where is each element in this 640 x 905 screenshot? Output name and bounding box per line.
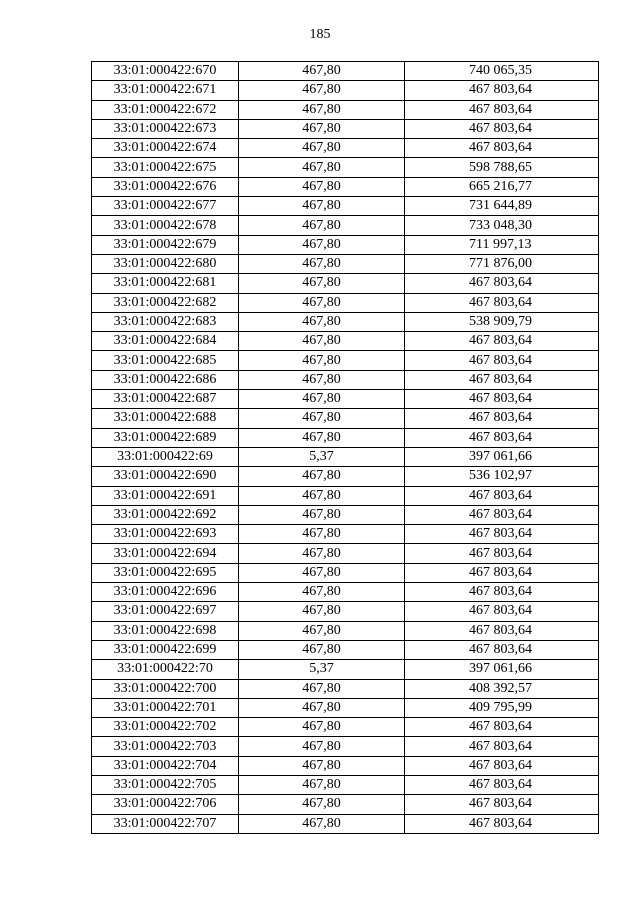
table-row: [92, 158, 599, 177]
area-cell: 467,80: [239, 621, 405, 640]
cadastral-number-cell: 33:01:000422:704: [92, 756, 239, 775]
table-row: [92, 177, 599, 196]
area-cell: 467,80: [239, 370, 405, 389]
cadastral-number-cell: 33:01:000422:685: [92, 351, 239, 370]
area-cell: 467,80: [239, 254, 405, 273]
cadastral-number-cell: 33:01:000422:700: [92, 679, 239, 698]
cadastral-number-cell: 33:01:000422:674: [92, 139, 239, 158]
cost-value-cell: 397 061,66: [405, 660, 599, 679]
area-cell: 467,80: [239, 525, 405, 544]
cost-value-cell: 467 803,64: [405, 775, 599, 794]
area-cell: 467,80: [239, 718, 405, 737]
cadastral-number-cell: 33:01:000422:691: [92, 486, 239, 505]
cost-value-cell: 598 788,65: [405, 158, 599, 177]
cost-value-cell: 467 803,64: [405, 737, 599, 756]
cadastral-number-cell: 33:01:000422:683: [92, 312, 239, 331]
cost-value-cell: 771 876,00: [405, 254, 599, 273]
table-row: [92, 775, 599, 794]
cadastral-number-cell: 33:01:000422:690: [92, 467, 239, 486]
cost-value-cell: 397 061,66: [405, 447, 599, 466]
table-row: [92, 447, 599, 466]
cost-value-cell: 467 803,64: [405, 332, 599, 351]
table-row: [92, 814, 599, 833]
cadastral-number-cell: 33:01:000422:70: [92, 660, 239, 679]
cost-value-cell: 731 644,89: [405, 197, 599, 216]
cadastral-number-cell: 33:01:000422:686: [92, 370, 239, 389]
area-cell: 467,80: [239, 679, 405, 698]
cost-value-cell: 467 803,64: [405, 81, 599, 100]
area-cell: 467,80: [239, 544, 405, 563]
area-cell: 467,80: [239, 139, 405, 158]
area-cell: 467,80: [239, 486, 405, 505]
cadastral-number-cell: 33:01:000422:699: [92, 640, 239, 659]
cadastral-number-cell: 33:01:000422:697: [92, 602, 239, 621]
cadastral-number-cell: 33:01:000422:679: [92, 235, 239, 254]
table-row: [92, 312, 599, 331]
area-cell: 5,37: [239, 447, 405, 466]
area-cell: 467,80: [239, 640, 405, 659]
cadastral-number-cell: 33:01:000422:698: [92, 621, 239, 640]
area-cell: 467,80: [239, 428, 405, 447]
cost-value-cell: 467 803,64: [405, 505, 599, 524]
cadastral-number-cell: 33:01:000422:687: [92, 390, 239, 409]
area-cell: 467,80: [239, 119, 405, 138]
cost-value-cell: 467 803,64: [405, 718, 599, 737]
table-row: [92, 737, 599, 756]
cost-value-cell: 733 048,30: [405, 216, 599, 235]
table-row: [92, 332, 599, 351]
area-cell: 467,80: [239, 409, 405, 428]
table-row: [92, 563, 599, 582]
table-row: [92, 698, 599, 717]
cost-value-cell: 467 803,64: [405, 525, 599, 544]
table-row: [92, 293, 599, 312]
table-body: [92, 62, 599, 834]
cadastral-number-cell: 33:01:000422:69: [92, 447, 239, 466]
area-cell: 467,80: [239, 737, 405, 756]
cadastral-number-cell: 33:01:000422:705: [92, 775, 239, 794]
table-row: [92, 370, 599, 389]
area-cell: 467,80: [239, 62, 405, 81]
table-row: [92, 351, 599, 370]
cadastral-number-cell: 33:01:000422:694: [92, 544, 239, 563]
cadastral-number-cell: 33:01:000422:688: [92, 409, 239, 428]
cadastral-number-cell: 33:01:000422:676: [92, 177, 239, 196]
cost-value-cell: 538 909,79: [405, 312, 599, 331]
page-number: 185: [309, 27, 331, 42]
cost-value-cell: 467 803,64: [405, 428, 599, 447]
cadastral-number-cell: 33:01:000422:670: [92, 62, 239, 81]
area-cell: 467,80: [239, 81, 405, 100]
area-cell: 467,80: [239, 698, 405, 717]
table-row: [92, 216, 599, 235]
cost-value-cell: 409 795,99: [405, 698, 599, 717]
cadastral-number-cell: 33:01:000422:703: [92, 737, 239, 756]
area-cell: 467,80: [239, 563, 405, 582]
cadastral-number-cell: 33:01:000422:672: [92, 100, 239, 119]
table-row: [92, 100, 599, 119]
cadastral-number-cell: 33:01:000422:673: [92, 119, 239, 138]
table-row: [92, 428, 599, 447]
cost-value-cell: 467 803,64: [405, 621, 599, 640]
cost-value-cell: 467 803,64: [405, 139, 599, 158]
area-cell: 467,80: [239, 390, 405, 409]
area-cell: 467,80: [239, 177, 405, 196]
area-cell: 467,80: [239, 351, 405, 370]
area-cell: 467,80: [239, 814, 405, 833]
cadastral-number-cell: 33:01:000422:689: [92, 428, 239, 447]
cost-value-cell: 467 803,64: [405, 370, 599, 389]
cost-value-cell: 467 803,64: [405, 100, 599, 119]
cadastral-number-cell: 33:01:000422:701: [92, 698, 239, 717]
table-row: [92, 525, 599, 544]
table-row: [92, 718, 599, 737]
cadastral-number-cell: 33:01:000422:692: [92, 505, 239, 524]
table-row: [92, 274, 599, 293]
table-row: [92, 486, 599, 505]
table-row: [92, 621, 599, 640]
cost-value-cell: 536 102,97: [405, 467, 599, 486]
area-cell: 467,80: [239, 332, 405, 351]
area-cell: 467,80: [239, 775, 405, 794]
table-row: [92, 62, 599, 81]
table-row: [92, 81, 599, 100]
table-row: [92, 679, 599, 698]
area-cell: 467,80: [239, 216, 405, 235]
area-cell: 467,80: [239, 583, 405, 602]
table-row: [92, 660, 599, 679]
area-cell: 467,80: [239, 312, 405, 331]
cadastral-number-cell: 33:01:000422:680: [92, 254, 239, 273]
cost-value-cell: 467 803,64: [405, 351, 599, 370]
cost-value-cell: 467 803,64: [405, 544, 599, 563]
table-row: [92, 254, 599, 273]
table-row: [92, 795, 599, 814]
area-cell: 467,80: [239, 100, 405, 119]
table-row: [92, 139, 599, 158]
table-row: [92, 390, 599, 409]
cost-value-cell: 467 803,64: [405, 563, 599, 582]
area-cell: 467,80: [239, 795, 405, 814]
cadastral-number-cell: 33:01:000422:706: [92, 795, 239, 814]
table-row: [92, 756, 599, 775]
cost-value-cell: 467 803,64: [405, 119, 599, 138]
table-row: [92, 640, 599, 659]
cadastral-number-cell: 33:01:000422:695: [92, 563, 239, 582]
area-cell: 467,80: [239, 602, 405, 621]
cadastral-number-cell: 33:01:000422:675: [92, 158, 239, 177]
area-cell: 5,37: [239, 660, 405, 679]
cadastral-number-cell: 33:01:000422:677: [92, 197, 239, 216]
cadastral-number-cell: 33:01:000422:696: [92, 583, 239, 602]
area-cell: 467,80: [239, 293, 405, 312]
cost-value-cell: 467 803,64: [405, 602, 599, 621]
cadastral-number-cell: 33:01:000422:678: [92, 216, 239, 235]
cost-value-cell: 467 803,64: [405, 795, 599, 814]
table-row: [92, 235, 599, 254]
cadastral-number-cell: 33:01:000422:693: [92, 525, 239, 544]
cost-value-cell: 711 997,13: [405, 235, 599, 254]
cost-value-cell: 467 803,64: [405, 756, 599, 775]
cadastral-number-cell: 33:01:000422:684: [92, 332, 239, 351]
cadastral-number-cell: 33:01:000422:682: [92, 293, 239, 312]
area-cell: 467,80: [239, 274, 405, 293]
table-row: [92, 119, 599, 138]
table-row: [92, 467, 599, 486]
data-table: [91, 61, 599, 834]
table-row: [92, 544, 599, 563]
cost-value-cell: 665 216,77: [405, 177, 599, 196]
area-cell: 467,80: [239, 467, 405, 486]
table-row: [92, 197, 599, 216]
table-row: [92, 583, 599, 602]
cost-value-cell: 740 065,35: [405, 62, 599, 81]
area-cell: 467,80: [239, 197, 405, 216]
cost-value-cell: 467 803,64: [405, 390, 599, 409]
cost-value-cell: 467 803,64: [405, 583, 599, 602]
cadastral-number-cell: 33:01:000422:671: [92, 81, 239, 100]
area-cell: 467,80: [239, 235, 405, 254]
cost-value-cell: 467 803,64: [405, 274, 599, 293]
cadastral-number-cell: 33:01:000422:681: [92, 274, 239, 293]
cadastral-number-cell: 33:01:000422:707: [92, 814, 239, 833]
cadastral-number-cell: 33:01:000422:702: [92, 718, 239, 737]
cost-value-cell: 467 803,64: [405, 486, 599, 505]
cost-value-cell: 467 803,64: [405, 293, 599, 312]
table-row: [92, 409, 599, 428]
area-cell: 467,80: [239, 505, 405, 524]
area-cell: 467,80: [239, 756, 405, 775]
cost-value-cell: 467 803,64: [405, 640, 599, 659]
area-cell: 467,80: [239, 158, 405, 177]
table-row: [92, 505, 599, 524]
cost-value-cell: 467 803,64: [405, 409, 599, 428]
cost-value-cell: 467 803,64: [405, 814, 599, 833]
cost-value-cell: 408 392,57: [405, 679, 599, 698]
table-row: [92, 602, 599, 621]
